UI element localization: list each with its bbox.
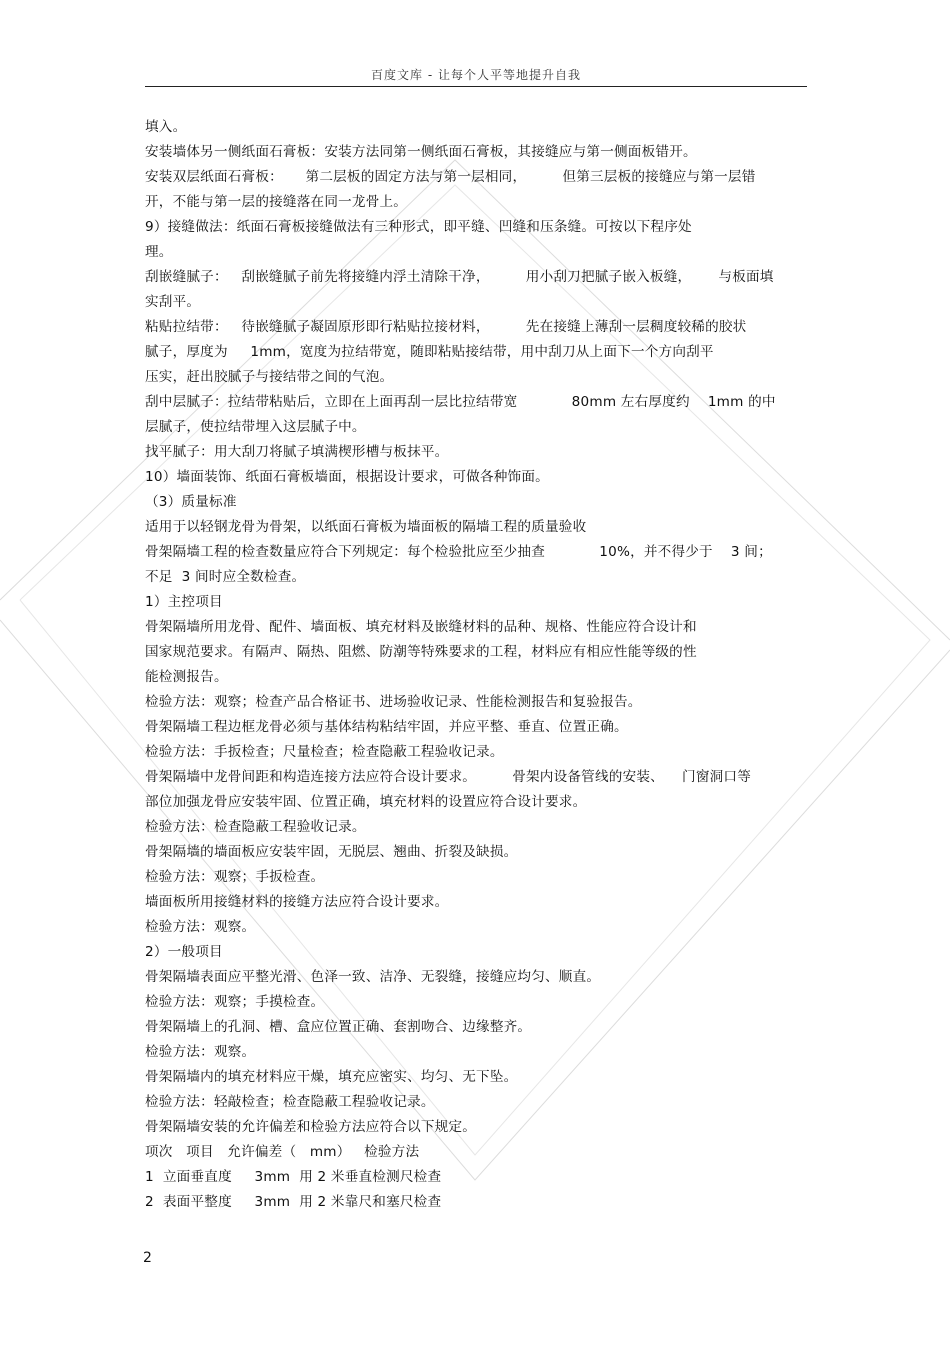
text-line: 检验方法：观察；手摸检查。 (145, 994, 325, 1010)
text-line: 检验方法：检查隐蔽工程验收记录。 (145, 819, 366, 835)
text-line: 部位加强龙骨应安装牢固、位置正确，填充材料的设置应符合设计要求。 (145, 794, 587, 810)
text-line: 检验方法：观察；手扳检查。 (145, 869, 325, 885)
text-line: 填入。 (145, 119, 187, 135)
page-header: 百度文库 - 让每个人平等地提升自我 (371, 68, 581, 82)
text-line: 骨架隔墙表面应平整光滑、色泽一致、洁净、无裂缝，接缝应均匀、顺直。 (145, 969, 601, 985)
text-line: 找平腻子：用大刮刀将腻子填满楔形槽与板抹平。 (145, 444, 449, 460)
text-line: 9）接缝做法：纸面石膏板接缝做法有三种形式，即平缝、凹缝和压条缝。可按以下程序处 (145, 219, 692, 235)
text-line: 实刮平。 (145, 294, 201, 310)
document-body (145, 115, 807, 1215)
text-line: 2）一般项目 (145, 944, 223, 960)
text-line: 检验方法：观察。 (145, 919, 256, 935)
header-rule (145, 86, 807, 87)
text-line: 10）墙面装饰、纸面石膏板墙面，根据设计要求，可做各种饰面。 (145, 469, 549, 485)
text-line: 国家规范要求。有隔声、隔热、阻燃、防潮等特殊要求的工程，材料应有相应性能等级的性 (145, 644, 697, 660)
text-line: 检验方法：轻敲检查；检查隐蔽工程验收记录。 (145, 1094, 435, 1110)
text-line: 适用于以轻钢龙骨为骨架，以纸面石膏板为墙面板的隔墙工程的质量验收 (145, 519, 587, 535)
text-line: 粘贴拉结带： 待嵌缝腻子凝固原形即行粘贴拉接材料， 先在接缝上薄刮一层稠度较稀的胶状 (145, 319, 747, 335)
text-line: 1 立面垂直度 3mm 用 2 米垂直检测尺检查 (145, 1169, 442, 1185)
text-line: 骨架隔墙工程边框龙骨必须与基体结构粘结牢固，并应平整、垂直、位置正确。 (145, 719, 628, 735)
text-line: 墙面板所用接缝材料的接缝方法应符合设计要求。 (145, 894, 449, 910)
text-line: 骨架隔墙上的孔洞、槽、盒应位置正确、套割吻合、边缘整齐。 (145, 1019, 532, 1035)
text-line: 骨架隔墙工程的检查数量应符合下列规定：每个检验批应至少抽查 10%，并不得少于 3 间； (145, 544, 772, 560)
text-line: 骨架隔墙安装的允许偏差和检验方法应符合以下规定。 (145, 1119, 477, 1135)
text-line: 不足 3 间时应全数检查。 (145, 569, 306, 585)
text-line: 骨架隔墙内的填充材料应干燥，填充应密实、均匀、无下坠。 (145, 1069, 518, 1085)
text-line: 开，不能与第一层的接缝落在同一龙骨上。 (145, 194, 408, 210)
text-line: 安装双层纸面石膏板： 第二层板的固定方法与第一层相同， 但第三层板的接缝应与第一层错 (145, 169, 756, 185)
text-line: 腻子，厚度为 1mm，宽度为拉结带宽，随即粘贴接结带，用中刮刀从上面下一个方向刮平 (145, 344, 714, 360)
text-line: 骨架隔墙的墙面板应安装牢固，无脱层、翘曲、折裂及缺损。 (145, 844, 518, 860)
text-line: 压实，赶出胶腻子与接结带之间的气泡。 (145, 369, 394, 385)
text-line: 刮中层腻子：拉结带粘贴后，立即在上面再刮一层比拉结带宽 80mm 左右厚度约 1mm 的中 (145, 394, 776, 410)
text-line: 项次 项目 允许偏差（ mm） 检验方法 (145, 1144, 420, 1160)
text-line: 1）主控项目 (145, 594, 223, 610)
text-line: 检验方法：观察；检查产品合格证书、进场验收记录、性能检测报告和复验报告。 (145, 694, 642, 710)
text-line: （3）质量标准 (145, 494, 237, 510)
text-line: 安装墙体另一侧纸面石膏板：安装方法同第一侧纸面石膏板，其接缝应与第一侧面板错开。 (145, 144, 697, 160)
page-number: 2 (143, 1250, 152, 1266)
text-line: 检验方法：手扳检查；尺量检查；检查隐蔽工程验收记录。 (145, 744, 504, 760)
text-line: 层腻子，使拉结带埋入这层腻子中。 (145, 419, 366, 435)
text-line: 检验方法：观察。 (145, 1044, 256, 1060)
text-line: 2 表面平整度 3mm 用 2 米靠尺和塞尺检查 (145, 1194, 442, 1210)
text-line: 理。 (145, 244, 173, 260)
text-line: 骨架隔墙所用龙骨、配件、墙面板、填充材料及嵌缝材料的品种、规格、性能应符合设计和 (145, 619, 697, 635)
text-line: 骨架隔墙中龙骨间距和构造连接方法应符合设计要求。 骨架内设备管线的安装、 门窗洞口等 (145, 769, 751, 785)
text-line: 能检测报告。 (145, 669, 228, 685)
text-line: 刮嵌缝腻子： 刮嵌缝腻子前先将接缝内浮土清除干净， 用小刮刀把腻子嵌入板缝， 与板面填 (145, 269, 774, 285)
